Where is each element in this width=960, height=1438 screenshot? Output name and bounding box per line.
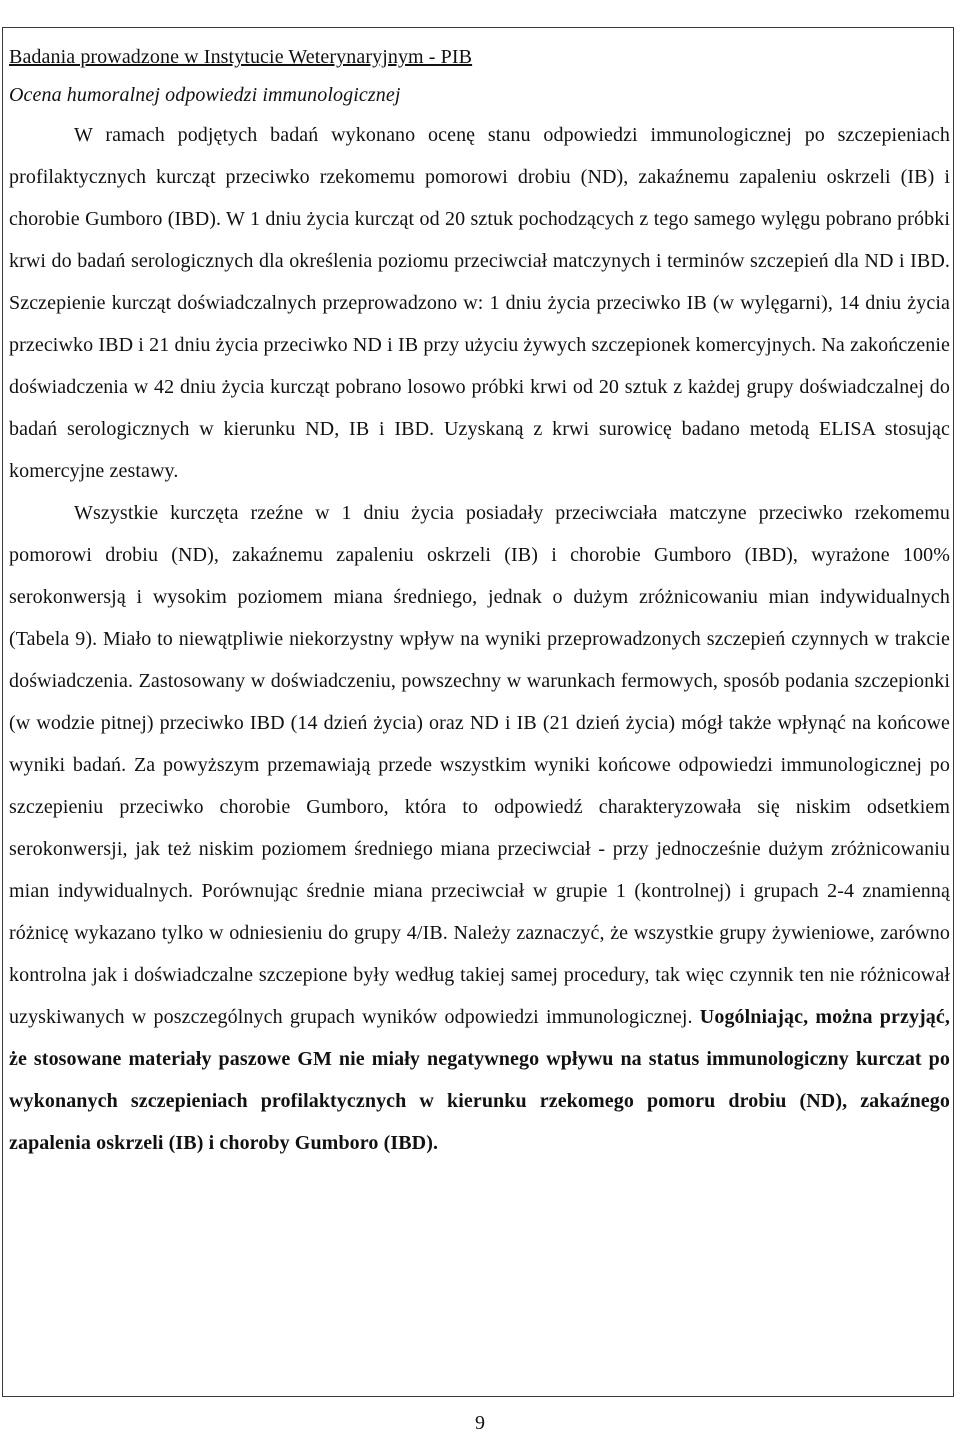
page-number: 9: [475, 1412, 485, 1434]
paragraph-results: [9, 492, 950, 1164]
section-subheading: Ocena humoralnej odpowiedzi immunologicznej: [9, 84, 401, 106]
section-heading: Badania prowadzone w Instytucie Weterynaryjnym - PIB: [9, 46, 473, 68]
paragraph-results-conclusion: Uogólniając, można przyjąć, że stosowane materiały paszowe GM nie miały negatywnego wpływu na status immunologiczny kurczat po wykonanych szczepieniach profilaktycznych w kierunku rzekomego pomoru drobiu (ND), zakaźnego zapalenia oskrzeli (IB) i choroby Gumboro (IBD).: [9, 1006, 950, 1154]
paragraph-methods: W ramach podjętych badań wykonano ocenę stanu odpowiedzi immunologicznej po szczepieniach profilaktycznych kurcząt przeciwko rzekomemu pomorowi drobiu (ND), zakaźnemu zapaleniu oskrzeli (IB) i chorobie Gumboro (IBD). W 1 dniu życia kurcząt od 20 sztuk pochodzących z tego samego wylęgu pobrano próbki krwi do badań serologicznych dla określenia poziomu przeciwciał matczynych i terminów szczepień dla ND i IBD. Szczepienie kurcząt doświadczalnych przeprowadzono w: 1 dniu życia przeciwko IB (w wylęgarni), 14 dniu życia przeciwko IBD i 21 dniu życia przeciwko ND i IB przy użyciu żywych szczepionek komercyjnych. Na zakończenie doświadczenia w 42 dniu życia kurcząt pobrano losowo próbki krwi od 20 sztuk z każdej grupy doświadczalnej do badań serologicznych w kierunku ND, IB i IBD. Uzyskaną z krwi surowicę badano metodą ELISA stosując komercyjne zestawy.: [9, 124, 950, 482]
paragraph-results-text: Wszystkie kurczęta rzeźne w 1 dniu życia posiadały przeciwciała matczyne przeciwko rzekomemu pomorowi drobiu (ND), zakaźnemu zapaleniu oskrzeli (IB) i chorobie Gumboro (IBD), wyrażone 100% serokonwersją i wysokim poziomem miana średniego, jednak o dużym zróżnicowaniu mian indywidualnych (Tabela 9). Miało to niewątpliwie niekorzystny wpływ na wyniki przeprowadzonych szczepień czynnych w trakcie doświadczenia. Zastosowany w doświadczeniu, powszechny w warunkach fermowych, sposób podania szczepionki (w wodzie pitnej) przeciwko IBD (14 dzień życia) oraz ND i IB (21 dzień życia) mógł także wpłynąć na końcowe wyniki badań. Za powyższym przemawiają przede wszystkim wyniki końcowe odpowiedzi immunologicznej po szczepieniu przeciwko chorobie Gumboro, która to odpowiedź charakteryzowała się niskim odsetkiem serokonwersji, jak też niskim poziomem średniego miana przeciwciał - przy jednocześnie dużym zróżnicowaniu mian indywidualnych. Porównując średnie miana przeciwciał w grupie 1 (kontrolnej) i grupach 2-4 znamienną różnicę wykazano tylko w odniesieniu do grupy 4/IB. Należy zaznaczyć, że wszystkie grupy żywieniowe, zarówno kontrolna jak i doświadczalne szczepione były według takiej samej procedury, tak więc czynnik ten nie różnicował uzyskiwanych w poszczególnych grupach wyników odpowiedzi immunologicznej.: [9, 502, 950, 1028]
document-body: [9, 40, 950, 1164]
